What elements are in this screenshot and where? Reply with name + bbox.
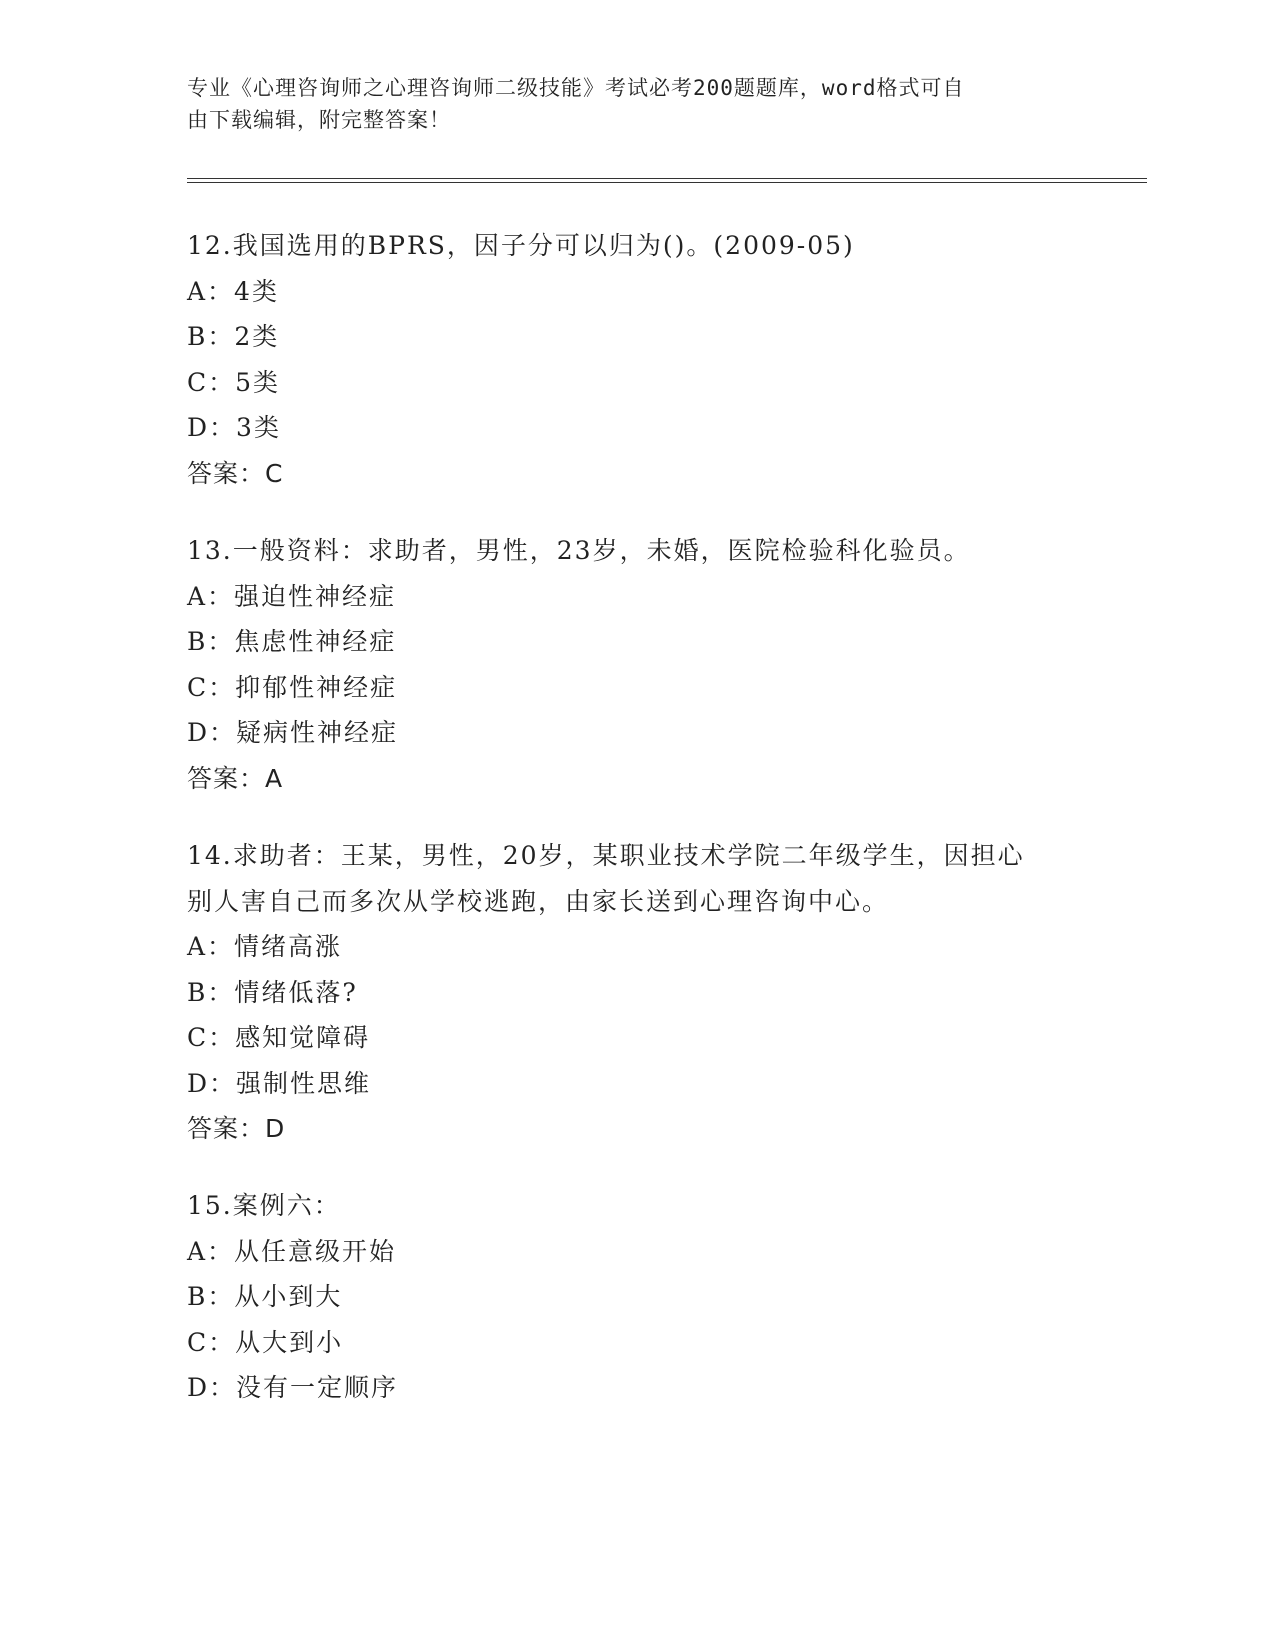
question-stem: 13.一般资料：求助者，男性，23岁，未婚，医院检验科化验员。 — [187, 536, 971, 565]
option-a: A：强迫性神经症 — [187, 581, 397, 611]
option-c: C：从大到小 — [187, 1327, 344, 1357]
question-13 — [187, 528, 1127, 801]
question-stem-continued: 别人害自己而多次从学校逃跑，由家长送到心理咨询中心。 — [187, 886, 890, 916]
option-b: B：从小到大 — [187, 1282, 343, 1311]
question-stem: 12.我国选用的BPRS，因子分可以归为()。(2009-05) — [187, 231, 855, 260]
answer-line: 答案：C — [187, 458, 284, 488]
option-a: A：从任意级开始 — [187, 1236, 397, 1266]
option-b: B：焦虑性神经症 — [187, 627, 397, 656]
document-header — [187, 72, 1067, 136]
option-b: B：情绪低落? — [187, 977, 358, 1007]
question-12 — [187, 223, 1127, 496]
answer-line: 答案：A — [187, 763, 284, 793]
header-line-2: 由下载编辑，附完整答案！ — [187, 108, 451, 132]
option-c: C：抑郁性神经症 — [187, 672, 398, 702]
option-a: A：4类 — [187, 276, 279, 306]
option-d: D：强制性思维 — [187, 1068, 372, 1098]
question-stem: 15.案例六： — [187, 1191, 341, 1220]
option-a: A：情绪高涨 — [187, 932, 343, 961]
question-15 — [187, 1183, 1127, 1411]
header-divider — [187, 178, 1147, 183]
question-14 — [187, 833, 1127, 1152]
header-line-1: 专业《心理咨询师之心理咨询师二级技能》考试必考200题题库，word格式可自 — [187, 76, 965, 100]
option-b: B：2类 — [187, 322, 280, 351]
option-d: D：没有一定顺序 — [187, 1373, 399, 1402]
option-c: C：5类 — [187, 367, 281, 397]
question-stem: 14.求助者：王某，男性，20岁，某职业技术学院二年级学生，因担心 — [187, 841, 1025, 870]
answer-line: 答案：D — [187, 1114, 286, 1143]
option-d: D：疑病性神经症 — [187, 718, 399, 747]
option-d: D：3类 — [187, 413, 281, 442]
option-c: C：感知觉障碍 — [187, 1023, 371, 1052]
